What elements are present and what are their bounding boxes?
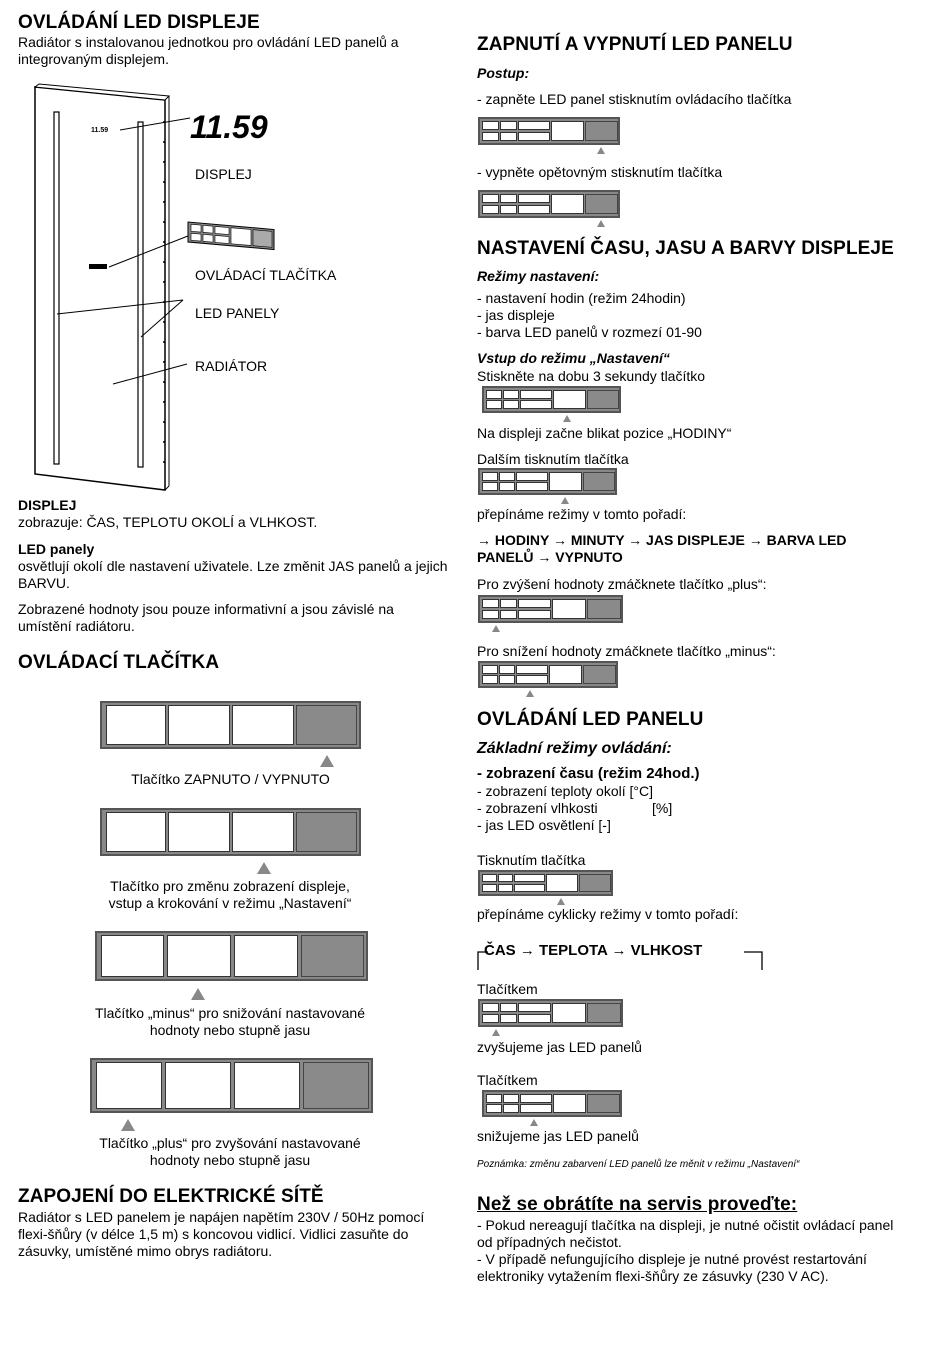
onoff-step-2: - vypněte opětovným stisknutím tlačítka — [477, 164, 723, 180]
button-panel-4 — [90, 1058, 373, 1113]
enter-settings-subheading: Vstup do režimu „Nastavení“ — [477, 350, 670, 366]
humidity-unit: [%] — [652, 800, 673, 816]
arrow-indicator — [597, 220, 605, 227]
info-text: Zobrazené hodnoty jsou pouze informativní a jsou závislé na umístění radiátoru. — [18, 601, 394, 634]
button-panel-2 — [100, 808, 361, 856]
mode-item: - jas displeje — [477, 307, 555, 323]
button-label-minus: Tlačítkem — [477, 1072, 538, 1088]
callout-buttons: OVLÁDACÍ TLAČÍTKA — [195, 267, 337, 283]
arrow-indicator — [320, 755, 334, 767]
callout-led-panels: LED PANELY — [195, 305, 280, 321]
callout-display: DISPLEJ — [195, 166, 252, 182]
blink-text: Na displeji začne blikat pozice „HODINY“ — [477, 425, 732, 441]
arrow-indicator — [526, 690, 534, 697]
mode-item: - barva LED panelů v rozmezí 01-90 — [477, 324, 702, 340]
title-led-display: OVLÁDÁNÍ LED DISPLEJE — [18, 12, 260, 33]
led-panels-text: osvětlují okolí dle nastavení uživatele. Lze změnit JAS panelů a jejich BARVU. — [18, 558, 448, 591]
button-panel-1 — [100, 701, 361, 749]
intro-text: Radiátor s instalovanou jednotkou pro ovládání LED panelů a integrovaným displejem. — [18, 34, 399, 67]
arrow-indicator — [492, 625, 500, 632]
arrow-indicator — [530, 1119, 538, 1126]
next-press-text: Dalším tisknutím tlačítka — [477, 451, 629, 467]
decrease-text: snižujeme jas LED panelů — [477, 1128, 639, 1144]
cycle-text: přepínáme cyklicky režimy v tomto pořadí: — [477, 906, 739, 922]
button-panel-small — [478, 870, 613, 896]
enter-settings-text: Stiskněte na dobu 3 sekundy tlačítko — [477, 368, 706, 384]
service-item-2: - V případě nefungujícího displeje je nutné provést restartování elektroniky vytažením flexi-šňůry ze zásuvky (230 V AC). — [477, 1251, 867, 1284]
arrow-indicator — [561, 497, 569, 504]
button-panel-3 — [95, 931, 368, 981]
title-settings: NASTAVENÍ ČASU, JASU A BARVY DISPLEJE — [477, 238, 894, 259]
arrow-indicator — [191, 988, 205, 1000]
mode-item: - nastavení hodin (režim 24hodin) — [477, 290, 686, 306]
plus-text: Pro zvýšení hodnoty zmáčknete tlačítko „plus“: — [477, 576, 767, 592]
increase-text: zvyšujeme jas LED panelů — [477, 1039, 642, 1055]
arrow-indicator — [557, 898, 565, 905]
button-panel-small — [478, 190, 620, 218]
title-onoff: ZAPNUTÍ A VYPNUTÍ LED PANELU — [477, 34, 793, 55]
cycle-sequence: ČAS → TEPLOTA → VLHKOST — [484, 942, 703, 959]
arrow-indicator — [597, 147, 605, 154]
arrow-indicator — [121, 1119, 135, 1131]
onoff-step-1: - zapněte LED panel stisknutím ovládacího tlačítka — [477, 91, 792, 107]
title-control-panel: OVLÁDÁNÍ LED PANELU — [477, 709, 704, 730]
switch-text: přepínáme režimy v tomto pořadí: — [477, 506, 687, 522]
button-panel-small — [482, 386, 621, 413]
basic-mode-item: - zobrazení času (režim 24hod.) — [477, 765, 700, 782]
press-text: Tisknutím tlačítka — [477, 852, 586, 868]
onoff-subheading: Postup: — [477, 65, 530, 81]
large-display-readout: 11.59 — [190, 109, 268, 145]
basic-mode-item: - zobrazení vlhkosti — [477, 800, 598, 816]
basic-modes-subheading: Základní režimy ovládání: — [477, 740, 672, 757]
led-panels-heading: LED panely — [18, 541, 95, 557]
basic-mode-item: - jas LED osvětlení [-] — [477, 817, 611, 833]
arrow-indicator — [492, 1029, 500, 1036]
button-panel-small — [478, 117, 620, 145]
caption-mode: Tlačítko pro změnu zobrazení displeje, vstup a krokování v režimu „Nastavení“ — [108, 878, 352, 911]
small-display-readout: 11.59 — [91, 127, 109, 134]
title-power: ZAPOJENÍ DO ELEKTRICKÉ SÍTĚ — [18, 1186, 324, 1207]
button-label-plus: Tlačítkem — [477, 981, 538, 997]
basic-mode-item: - zobrazení teploty okolí [°C] — [477, 783, 654, 799]
displej-text: zobrazuje: ČAS, TEPLOTU OKOLÍ a VLHKOST. — [18, 514, 318, 530]
button-panel-small — [478, 661, 618, 688]
power-text: Radiátor s LED panelem je napájen napětím 230V / 50Hz pomocí flexi-šňůry (v délce 1,5 m) s koncovou vidlicí. Vidlici zasuňte do zásuvky, umístěné mimo obrys radiátoru. — [18, 1209, 425, 1259]
displej-heading: DISPLEJ — [18, 497, 77, 513]
service-item-1: - Pokud nereagují tlačítka na displeji, je nutné očistit ovládací panel od případných nečistot. — [477, 1217, 894, 1250]
caption-minus: Tlačítko „minus“ pro snižování nastavované hodnoty nebo stupně jasu — [94, 1005, 365, 1038]
arrow-indicator — [257, 862, 271, 874]
modes-subheading: Režimy nastavení: — [477, 268, 600, 284]
button-panel-small — [478, 595, 623, 623]
service-title: Než se obrátíte na servis proveďte: — [477, 1194, 798, 1215]
mode-sequence: → HODINY → MINUTY → JAS DISPLEJE → BARVA LED PANELŮ → VYPNUTO — [477, 532, 847, 565]
button-panel-small — [478, 999, 623, 1027]
caption-onoff: Tlačítko ZAPNUTO / VYPNUTO — [131, 771, 330, 787]
title-control-buttons: OVLÁDACÍ TLAČÍTKA — [18, 652, 220, 673]
minus-text: Pro snížení hodnoty zmáčknete tlačítko „minus“: — [477, 643, 776, 659]
caption-plus: Tlačítko „plus“ pro zvyšování nastavované hodnoty nebo stupně jasu — [99, 1135, 361, 1168]
arrow-indicator — [563, 415, 571, 422]
note-text: Poznámka: změnu zabarvení LED panelů lze měnit v režimu „Nastavení“ — [477, 1159, 800, 1170]
button-panel-small — [482, 1090, 622, 1117]
button-panel-small — [478, 468, 617, 495]
callout-radiator: RADIÁTOR — [195, 358, 268, 374]
radiator-illustration — [25, 82, 295, 494]
